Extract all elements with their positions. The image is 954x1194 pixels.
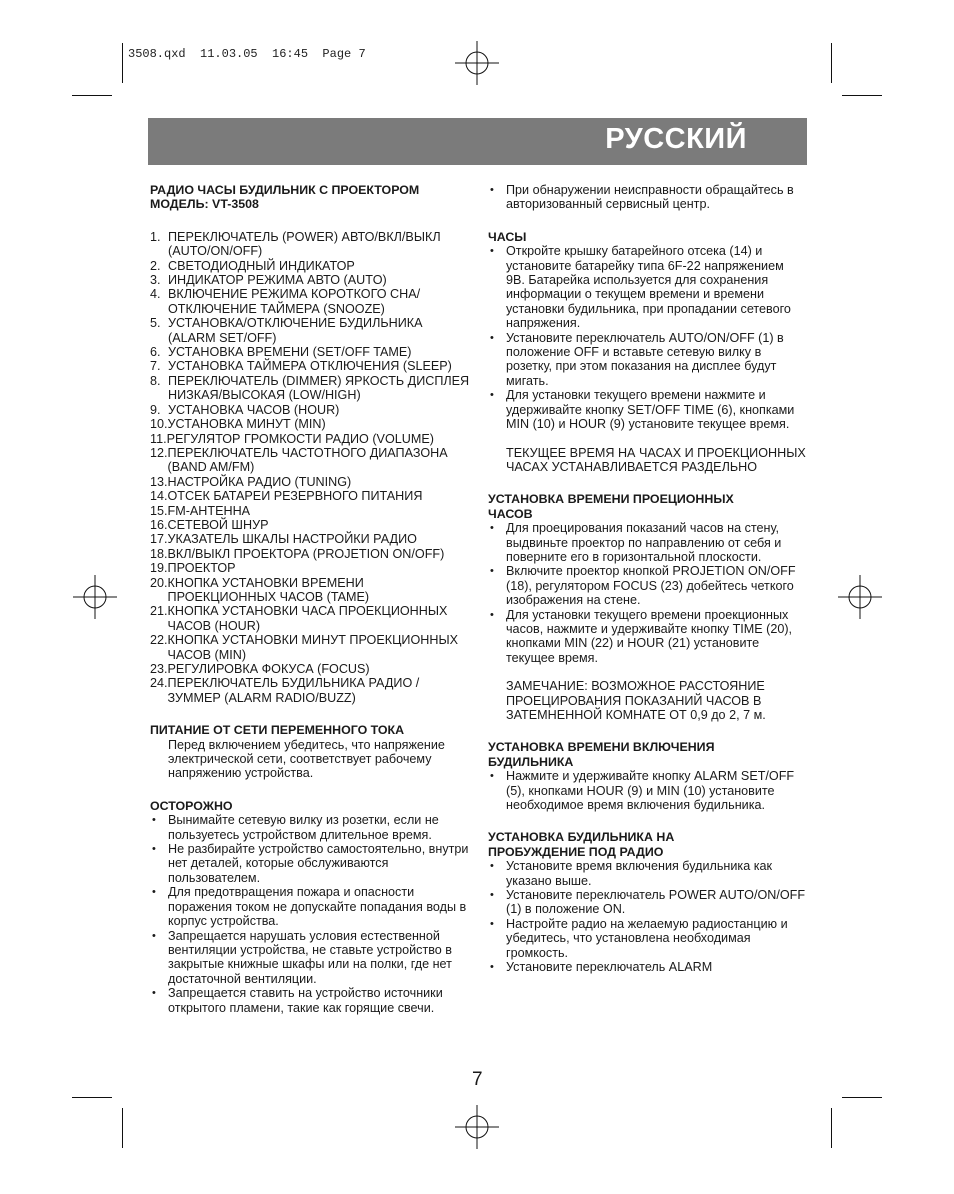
- radio-alarm-heading-line2: ПРОБУЖДЕНИЕ ПОД РАДИО: [488, 844, 664, 859]
- crop-mark: [842, 1097, 882, 1098]
- list-item: [150, 561, 472, 575]
- registration-mark-icon: [455, 1105, 499, 1149]
- item-number: 16.: [150, 517, 168, 532]
- page-number: 7: [472, 1069, 483, 1090]
- item-text: СЕТЕВОЙ ШНУР: [167, 517, 269, 532]
- item-text: ВКЛЮЧЕНИЕ РЕЖИМА КОРОТКОГО СНА/ОТКЛЮЧЕНИЕ ТАЙМЕРА (SNOOZE): [168, 287, 421, 316]
- list-item: • Установите переключатель AUTO/ON/OFF (1) в положение OFF и вставьте сетевую вилку в розетку, при этом показания на дисплее будут мигать.: [488, 331, 806, 389]
- list-item: • Включите проектор кнопкой PROJETION ON/OFF (18), регулятором FOCUS (23) добейтесь четкого изображения на стене.: [488, 564, 806, 607]
- list-item: [150, 230, 472, 259]
- item-number: 18.: [150, 546, 168, 561]
- right-column: [488, 183, 806, 975]
- list-item: • Для установки текущего времени нажмите и удерживайте кнопку SET/OFF TIME (6), кнопками MIN (10) и HOUR (9) установите текущее время.: [488, 388, 806, 431]
- item-text: КНОПКА УСТАНОВКИ МИНУТ ПРОЕКЦИОННЫХ ЧАСОВ (MIN): [167, 633, 458, 662]
- alarm-heading: УСТАНОВКА ВРЕМЕНИ ВКЛЮЧЕНИЯ: [488, 740, 715, 755]
- list-item: • Откройте крышку батарейного отсека (14) и установите батарейку типа 6F-22 напряжением 9В. Батарейка используется для сохранения информации о текущем времени и времени установки будильника, при пропадании сетевого напряжения.: [488, 244, 806, 330]
- crop-mark: [72, 1097, 112, 1098]
- item-text: УСТАНОВКА ЧАСОВ (HOUR): [168, 402, 340, 417]
- print-slug: 3508.qxd 11.03.05 16:45 Page 7: [128, 47, 366, 61]
- list-item: [150, 489, 472, 503]
- item-text: ПЕРЕКЛЮЧАТЕЛЬ (DIMMER) ЯРКОСТЬ ДИСПЛЕЯ НИЗКАЯ/ВЫСОКАЯ (LOW/HIGH): [168, 373, 470, 403]
- alarm-heading-line2: БУДИЛЬНИКА: [488, 754, 574, 769]
- item-text: ПРОЕКТОР: [167, 561, 236, 576]
- crop-mark: [831, 1108, 832, 1148]
- power-text: Перед включением убедитесь, что напряжение электрической сети, соответствует рабочему напряжению устройства.: [168, 737, 445, 781]
- projection-heading-line2: ЧАСОВ: [488, 506, 533, 521]
- item-number: 12.: [150, 445, 168, 460]
- item-number: 8.: [150, 373, 161, 388]
- list-item: [150, 532, 472, 546]
- power-heading: ПИТАНИЕ ОТ СЕТИ ПЕРЕМЕННОГО ТОКА: [150, 723, 405, 738]
- item-number: 7.: [150, 359, 161, 374]
- list-item: • При обнаружении неисправности обращайтесь в авторизованный сервисный центр.: [488, 183, 806, 212]
- list-item: • Установите переключатель ALARM: [488, 960, 806, 974]
- item-number: 17.: [150, 532, 168, 547]
- crop-mark: [831, 43, 832, 83]
- item-number: 14.: [150, 489, 168, 504]
- item-text: ИНДИКАТОР РЕЖИМА АВТО (AUTO): [168, 273, 387, 288]
- list-item: [150, 359, 472, 373]
- item-text: РЕГУЛЯТОР ГРОМКОСТИ РАДИО (VOLUME): [166, 431, 434, 446]
- list-item: [150, 374, 472, 403]
- left-column: [150, 183, 472, 1015]
- item-number: 1.: [150, 229, 161, 244]
- list-item: • Установите переключатель POWER AUTO/ON/OFF (1) в положение ON.: [488, 888, 806, 917]
- item-text: УСТАНОВКА МИНУТ (MIN): [167, 417, 326, 432]
- item-text: РЕГУЛИРОВКА ФОКУСА (FOCUS): [167, 662, 370, 676]
- list-item: [150, 604, 472, 633]
- registration-mark-icon: [73, 575, 117, 619]
- list-item: • Вынимайте сетевую вилку из розетки, если не пользуетесь устройством длительное время.: [150, 813, 472, 842]
- item-text: КНОПКА УСТАНОВКИ ВРЕМЕНИ ПРОЕКЦИОННЫХ ЧАСОВ (TAME): [167, 575, 370, 604]
- list-item: [150, 259, 472, 273]
- item-text: ОТСЕК БАТАРЕИ РЕЗЕРВНОГО ПИТАНИЯ: [167, 489, 423, 504]
- item-number: 20.: [150, 575, 168, 590]
- clock-list: [488, 244, 806, 431]
- list-item: • Настройте радио на желаемую радиостанцию и убедитесь, что установлена необходимая громкость.: [488, 917, 806, 960]
- list-item: • Нажмите и удерживайте кнопку ALARM SET/OFF (5), кнопками HOUR (9) и MIN (10) установите необходимое время включения будильника.: [488, 769, 806, 812]
- item-text: УСТАНОВКА ВРЕМЕНИ (SET/OFF TAME): [168, 345, 412, 360]
- crop-mark: [842, 95, 882, 96]
- list-item: [150, 662, 472, 676]
- crop-mark: [122, 43, 123, 83]
- list-item: [150, 633, 472, 662]
- registration-mark-icon: [838, 575, 882, 619]
- item-number: 11.: [150, 431, 167, 446]
- item-text: КНОПКА УСТАНОВКИ ЧАСА ПРОЕКЦИОННЫХ ЧАСОВ (HOUR): [167, 604, 448, 633]
- list-item: • Не разбирайте устройство самостоятельно, внутри нет деталей, которые обслуживаются пользователем.: [150, 842, 472, 885]
- list-item: [150, 432, 472, 446]
- list-item: [150, 576, 472, 605]
- list-item: [150, 403, 472, 417]
- crop-mark: [72, 95, 112, 96]
- list-item: [150, 518, 472, 532]
- list-item: • Запрещается ставить на устройство источники открытого пламени, такие как горящие свечи.: [150, 986, 472, 1015]
- list-item: • Запрещается нарушать условия естественной вентиляции устройства, не ставьте устройство в закрытые книжные шкафы или на полки, где нет достаточной вентиляции.: [150, 929, 472, 987]
- item-text: FM-АНТЕННА: [167, 503, 251, 518]
- list-item: [150, 504, 472, 518]
- product-heading: РАДИО ЧАСЫ БУДИЛЬНИК С ПРОЕКТОРОМ: [150, 183, 420, 197]
- item-text: ПЕРЕКЛЮЧАТЕЛЬ ЧАСТОТНОГО ДИАПАЗОНА (BAND AM/FM): [167, 445, 448, 475]
- item-text: УКАЗАТЕЛЬ ШКАЛЫ НАСТРОЙКИ РАДИО: [167, 532, 417, 547]
- list-item: [150, 475, 472, 489]
- item-number: 21.: [150, 604, 168, 619]
- list-item: • Для установки текущего времени проекционных часов, нажмите и удерживайте кнопку TIME (20), кнопками MIN (22) и HOUR (21) установите текущее время.: [488, 608, 806, 666]
- item-number: 19.: [150, 561, 168, 576]
- language-banner: [148, 118, 807, 165]
- item-number: 4.: [150, 287, 161, 302]
- projection-note: ЗАМЕЧАНИЕ: ВОЗМОЖНОЕ РАССТОЯНИЕ ПРОЕЦИРОВАНИЯ ПОКАЗАНИЙ ЧАСОВ В ЗАТЕМНЕННОЙ КОМНАТЕ ОТ 0,9 до 2, 7 м.: [506, 679, 766, 722]
- list-item: [150, 273, 472, 287]
- projection-heading: УСТАНОВКА ВРЕМЕНИ ПРОЕЦИОННЫХ: [488, 492, 734, 507]
- list-item: • Для предотвращения пожара и опасности поражения током не допускайте попадания воды в корпус устройства.: [150, 885, 472, 928]
- caution-list: [150, 813, 472, 1015]
- item-text: НАСТРОЙКА РАДИО (TUNING): [167, 474, 352, 489]
- item-number: 15.: [150, 503, 168, 518]
- item-text: ПЕРЕКЛЮЧАТЕЛЬ БУДИЛЬНИКА РАДИО / ЗУММЕР (ALARM RADIO/BUZZ): [167, 676, 420, 705]
- item-number: 10.: [150, 417, 168, 432]
- item-text: УСТАНОВКА ТАЙМЕРА ОТКЛЮЧЕНИЯ (SLEEP): [168, 359, 452, 374]
- clock-heading: ЧАСЫ: [488, 229, 527, 244]
- list-item: [150, 547, 472, 561]
- list-item: [150, 676, 472, 705]
- item-number: 22.: [150, 633, 168, 648]
- service-list: [488, 183, 806, 212]
- banner-title: РУССКИЙ: [605, 123, 747, 155]
- list-item: [150, 287, 472, 316]
- item-text: УСТАНОВКА/ОТКЛЮЧЕНИЕ БУДИЛЬНИКА (ALARM SET/OFF): [168, 316, 423, 345]
- projection-list: [488, 521, 806, 665]
- item-number: 24.: [150, 676, 168, 691]
- model-heading: МОДЕЛЬ: VT-3508: [150, 197, 259, 212]
- item-number: 2.: [150, 258, 161, 273]
- list-item: [150, 446, 472, 475]
- item-number: 5.: [150, 316, 161, 331]
- item-number: 6.: [150, 345, 161, 360]
- item-text: ВКЛ/ВЫКЛ ПРОЕКТОРА (PROJETION ON/OFF): [167, 546, 445, 561]
- item-number: 23.: [150, 662, 168, 676]
- alarm-list: [488, 769, 806, 812]
- item-number: 13.: [150, 474, 168, 489]
- item-number: 3.: [150, 273, 161, 288]
- caution-heading: ОСТОРОЖНО: [150, 798, 233, 813]
- radio-alarm-list: [488, 859, 806, 974]
- item-number: 9.: [150, 402, 161, 417]
- clock-note: ТЕКУЩЕЕ ВРЕМЯ НА ЧАСАХ И ПРОЕКЦИОННЫХ ЧАСАХ УСТАНАВЛИВАЕТСЯ РАЗДЕЛЬНО: [506, 445, 806, 474]
- item-text: ПЕРЕКЛЮЧАТЕЛЬ (POWER) АВТО/ВКЛ/ВЫКЛ (AUTO/ON/OFF): [168, 229, 441, 259]
- list-item: • Для проецирования показаний часов на стену, выдвиньте проектор по направлению от себя и поверните его в горизонтальной плоскости.: [488, 521, 806, 564]
- list-item: • Установите время включения будильника как указано выше.: [488, 859, 806, 888]
- list-item: [150, 417, 472, 431]
- parts-list: [150, 230, 472, 705]
- crop-mark: [122, 1108, 123, 1148]
- registration-mark-icon: [455, 41, 499, 85]
- list-item: [150, 316, 472, 345]
- radio-alarm-heading: УСТАНОВКА БУДИЛЬНИКА НА: [488, 830, 675, 845]
- list-item: [150, 345, 472, 359]
- item-text: СВЕТОДИОДНЫЙ ИНДИКАТОР: [168, 258, 355, 273]
